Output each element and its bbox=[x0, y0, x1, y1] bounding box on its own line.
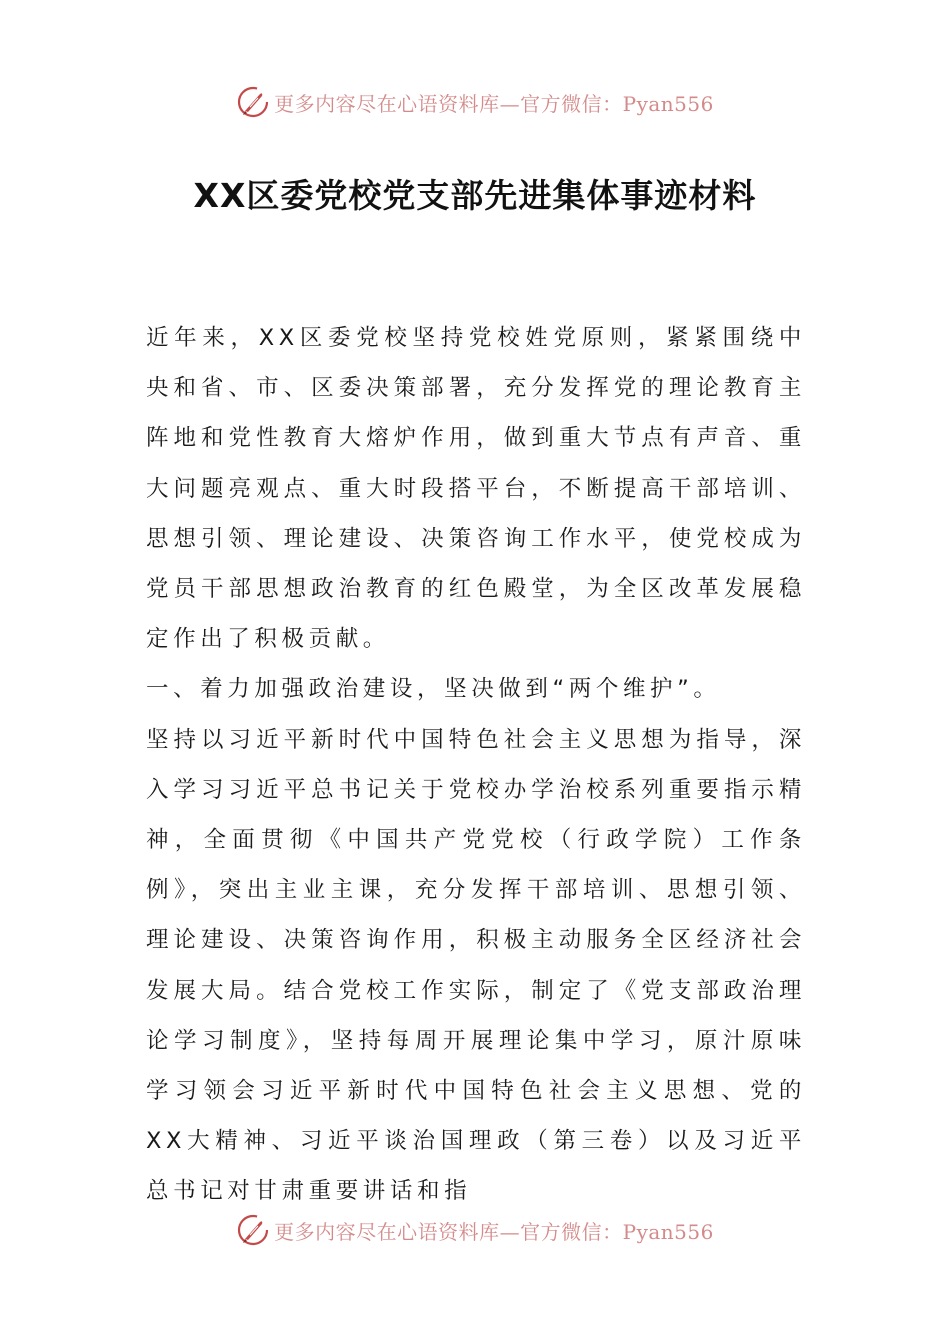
quill-pen-logo-icon bbox=[236, 85, 270, 119]
footer-banner-text: 更多内容尽在心语资料库—官方微信：Pyan556 bbox=[274, 1219, 714, 1244]
document-body bbox=[146, 313, 806, 1217]
header-banner bbox=[0, 82, 950, 122]
paragraph-intro: 近年来，XX区委党校坚持党校姓党原则，紧紧围绕中央和省、市、区委决策部署，充分发挥党的理论教育主阵地和党性教育大熔炉作用，做到重大节点有声音、重大问题亮观点、重大时段搭平台，不断提高干部培训、思想引领、理论建设、决策咨询工作水平，使党校成为党员干部思想政治教育的红色殿堂，为全区改革发展稳定作出了积极贡献。 bbox=[146, 325, 806, 653]
document-title: XX区委党校党支部先进集体事迹材料 bbox=[193, 176, 757, 215]
banner-text: 更多内容尽在心语资料库—官方微信：Pyan556 bbox=[274, 91, 714, 116]
paragraph-section-1: 坚持以习近平新时代中国特色社会主义思想为指导，深入学习习近平总书记关于党校办学治校系列重要指示精神，全面贯彻《中国共产党党校（行政学院）工作条例》，突出主业主课，充分发挥干部培训、思想引领、理论建设、决策咨询作用，积极主动服务全区经济社会发展大局。结合党校工作实际，制定了《党支部政治理论学习制度》，坚持每周开展理论集中学习，原汁原味学习领会习近平新时代中国特色社会主义思想、党的XX大精神、习近平谈治国理政（第三卷）以及习近平总书记对甘肃重要讲话和指 bbox=[146, 726, 806, 1205]
footer-banner bbox=[0, 1210, 950, 1250]
quill-pen-logo-icon bbox=[236, 1213, 270, 1247]
section-heading-1: 一、着力加强政治建设，坚决做到“两个维护”。 bbox=[146, 676, 721, 703]
